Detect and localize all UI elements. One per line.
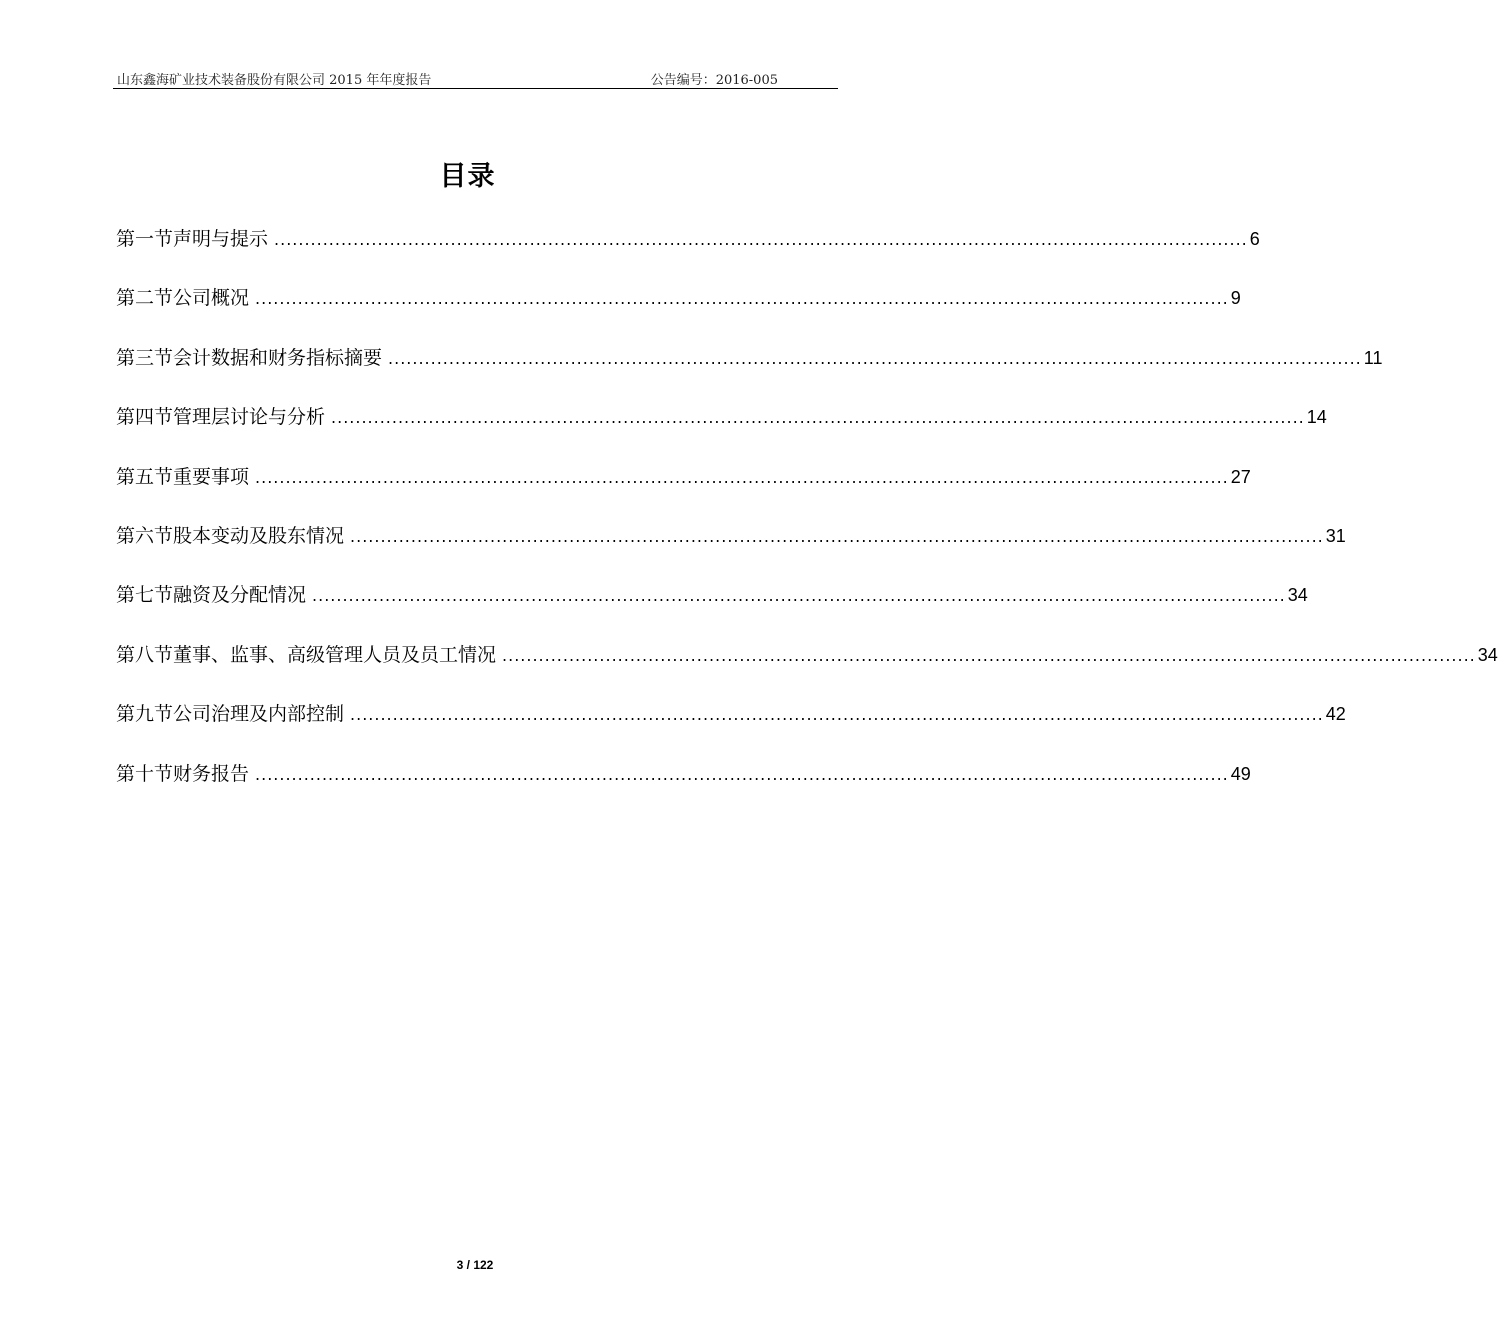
toc-dot-leader: ................................................................................................................................................................	[255, 467, 1229, 487]
toc-entry-section-7[interactable]	[116, 580, 1308, 639]
header-company-report: 山东鑫海矿业技术装备股份有限公司 2015 年年度报告	[117, 73, 432, 88]
toc-entry-label: 第二节公司概况	[116, 287, 250, 310]
toc-entry-page: 42	[1325, 704, 1346, 725]
toc-dot-leader: ................................................................................................................................................................	[331, 408, 1305, 428]
toc-entry-page: 6	[1249, 229, 1260, 249]
toc-entry-section-4[interactable]	[116, 402, 1327, 461]
toc-entry-label: 第三节会计数据和财务指标摘要	[116, 346, 383, 369]
toc-entry-section-9[interactable]	[116, 699, 1346, 758]
toc-entry-page: 27	[1230, 466, 1251, 487]
toc-entry-section-6[interactable]	[116, 521, 1346, 580]
toc-entry-page: 14	[1306, 407, 1327, 428]
toc-entry-section-10[interactable]	[116, 759, 1251, 818]
toc-entry-label: 第九节公司治理及内部控制	[116, 703, 345, 726]
toc-dot-leader: ................................................................................................................................................................	[502, 645, 1476, 665]
toc-entry-label: 第一节声明与提示	[116, 228, 269, 250]
toc-entry-page: 11	[1363, 347, 1383, 368]
toc-dot-leader: ................................................................................................................................................................	[255, 289, 1229, 309]
toc-entry-label: 第四节管理层讨论与分析	[116, 406, 326, 429]
toc-entry-section-5[interactable]	[116, 462, 1251, 521]
toc-dot-leader: ................................................................................................................................................................	[388, 348, 1362, 368]
toc-entry-page: 34	[1287, 585, 1308, 606]
toc-entry-section-2[interactable]	[116, 283, 1241, 342]
toc-dot-leader: ................................................................................................................................................................	[350, 526, 1324, 546]
page-footer-number: 3 / 122	[456, 1258, 494, 1272]
toc-dot-leader: ................................................................................................................................................................	[255, 764, 1229, 784]
page-header	[113, 66, 838, 89]
toc-dot-leader: ................................................................................................................................................................	[312, 586, 1286, 606]
toc-entry-page: 49	[1230, 763, 1251, 784]
toc-entry-label: 第五节重要事项	[116, 465, 250, 488]
toc-entry-label: 第七节融资及分配情况	[116, 584, 307, 607]
toc-entry-label: 第六节股本变动及股东情况	[116, 524, 345, 547]
toc-dot-leader: ................................................................................................................................................................	[350, 705, 1324, 725]
toc-entry-label: 第十节财务报告	[116, 762, 250, 785]
toc-entry-section-1[interactable]	[116, 224, 1260, 283]
toc-entry-page: 31	[1325, 525, 1346, 546]
table-of-contents	[116, 224, 1498, 818]
header-announcement-number: 公告编号：2016-005	[650, 73, 778, 88]
toc-entry-section-3[interactable]	[116, 343, 1383, 402]
toc-title: 目录	[439, 161, 496, 192]
toc-entry-label: 第八节董事、监事、高级管理人员及员工情况	[116, 643, 497, 666]
toc-entry-page: 34	[1477, 644, 1498, 665]
toc-entry-section-8[interactable]	[116, 640, 1498, 699]
toc-entry-page: 9	[1230, 288, 1241, 309]
toc-dot-leader: ................................................................................................................................................................	[274, 230, 1248, 249]
